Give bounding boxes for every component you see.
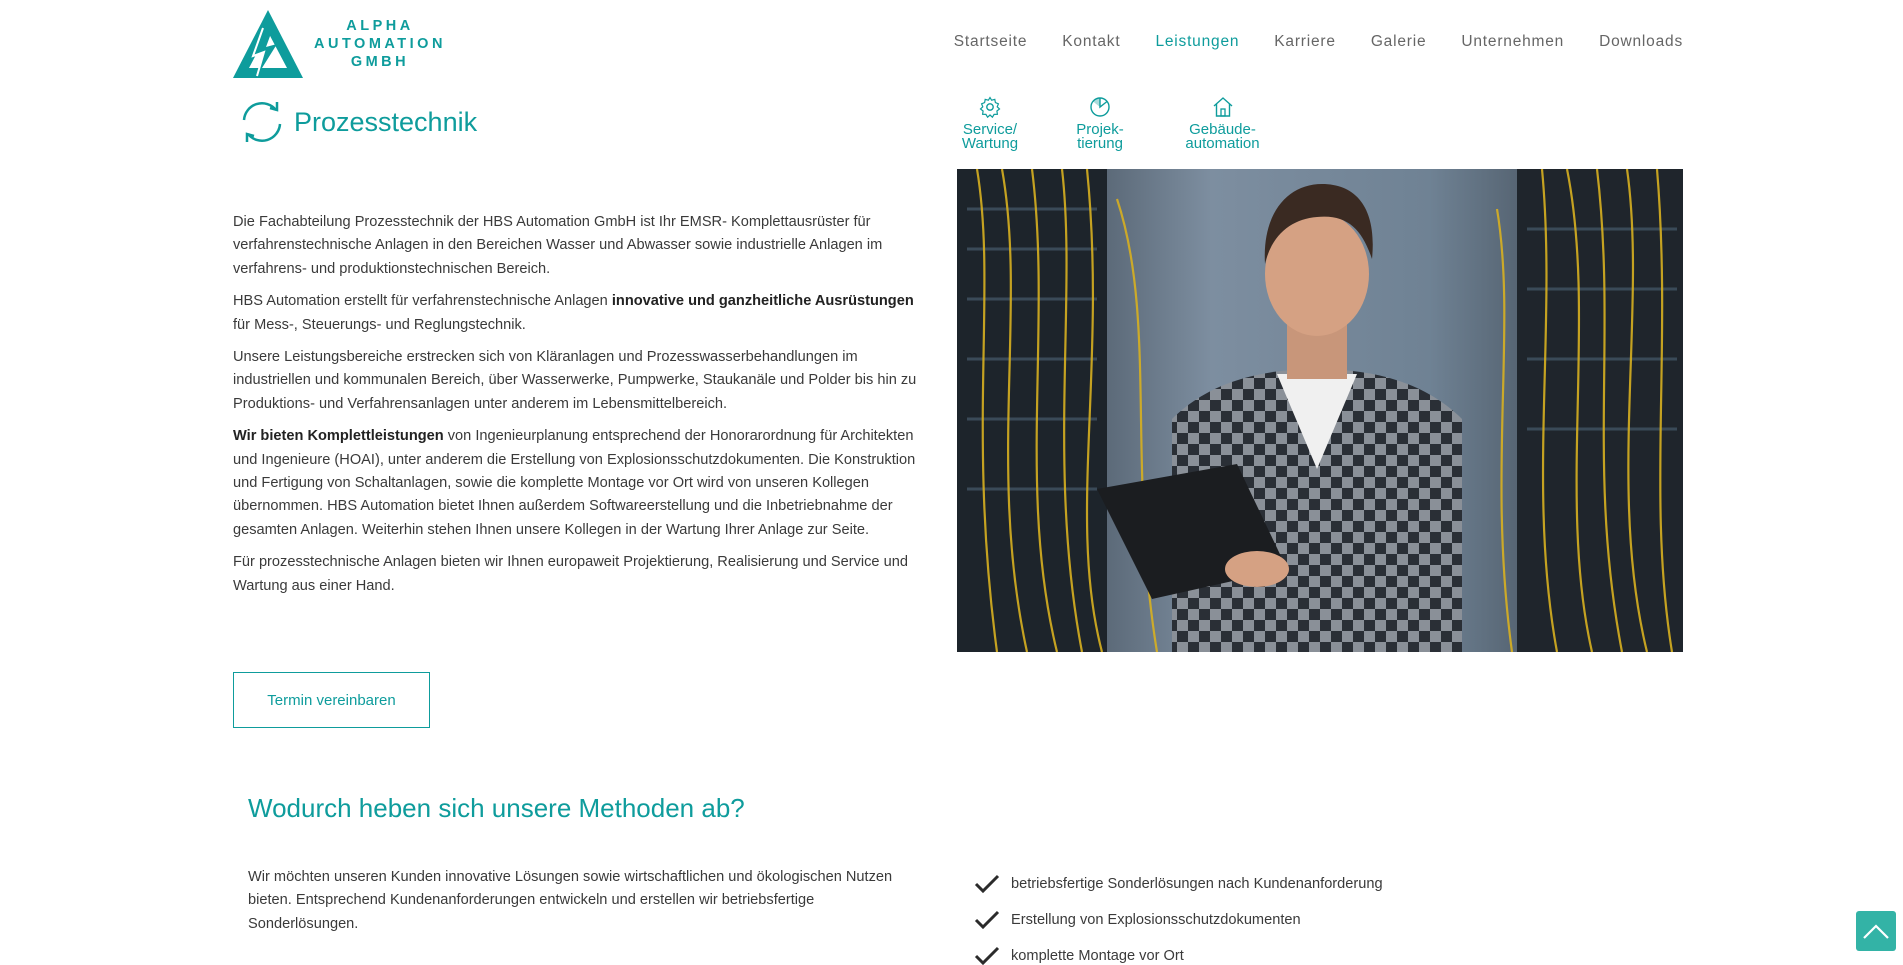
intro-paragraph-5: Für prozesstechnische Anlagen bieten wir Ihnen europaweit Projektierung, Realisierung und Service und Wartung aus einer Hand. xyxy=(233,554,908,594)
appointment-button[interactable]: Termin vereinbaren xyxy=(233,672,430,728)
chevron-up-icon xyxy=(1861,921,1891,941)
benefit-item xyxy=(973,938,1383,965)
benefit-item xyxy=(973,866,1383,902)
page-title-block xyxy=(236,98,477,146)
subnav-projektierung-line2: tierung xyxy=(1077,135,1123,152)
company-logo[interactable] xyxy=(233,10,446,78)
nav-unternehmen[interactable]: Unternehmen xyxy=(1461,33,1565,50)
subnav-gebaeude-line2: automation xyxy=(1185,135,1260,152)
intro-paragraph-4 xyxy=(233,425,917,542)
intro-text xyxy=(233,211,917,607)
nav-galerie[interactable]: Galerie xyxy=(1370,33,1427,50)
hero-illustration xyxy=(957,169,1683,652)
intro-paragraph-2 xyxy=(233,290,917,337)
intro-p2-bold: innovative und ganzheitliche Ausrüstungen xyxy=(611,293,914,310)
nav-startseite[interactable]: Startseite xyxy=(953,33,1028,50)
section-title: Wodurch heben sich unsere Methoden ab? xyxy=(248,793,745,823)
checkmark-icon xyxy=(973,909,1001,931)
refresh-cycle-icon xyxy=(236,98,288,146)
checkmark-icon xyxy=(973,945,1001,965)
subnav-projektierung-line1: Projek- xyxy=(1076,121,1124,138)
intro-paragraph-1: Die Fachabteilung Prozesstechnik der HBS Automation GmbH ist Ihr EMSR- Komplettausrüster für verfahrenstechnische Anlagen in den Bereichen Wasser und Abwasser sowie industrielle Anlagen im verfahrens- und produktionstechnischen Bereich. xyxy=(233,214,883,277)
gear-icon xyxy=(978,95,1002,119)
nav-kontakt[interactable]: Kontakt xyxy=(1062,33,1121,50)
logo-text xyxy=(314,17,446,71)
subnav-service-line1: Service/ xyxy=(962,121,1018,138)
subnav-service-wartung[interactable] xyxy=(955,95,1025,151)
checkmark-icon xyxy=(973,873,1001,895)
benefit-text: komplette Montage vor Ort xyxy=(1011,948,1184,964)
benefit-text: Erstellung von Explosionsschutzdokumenten xyxy=(1011,912,1301,928)
intro-p2-text-c: für Mess-, Steuerungs- und Reglungstechnik. xyxy=(233,316,526,333)
nav-karriere[interactable]: Karriere xyxy=(1274,33,1336,50)
logo-line-1: ALPHA xyxy=(346,18,414,34)
pie-chart-icon xyxy=(1088,95,1112,119)
subnav-projektierung[interactable] xyxy=(1065,95,1135,151)
benefit-text: betriebsfertige Sonderlösungen nach Kundenanforderung xyxy=(1011,876,1383,892)
house-icon xyxy=(1211,95,1235,119)
service-subnav xyxy=(955,95,1270,151)
technician-server-room-image xyxy=(957,169,1683,652)
intro-paragraph-3: Unsere Leistungsbereiche erstrecken sich von Kläranlagen und Prozesswasserbehandlungen im industriellen und kommunalen Bereich, über Wasserwerke, Pumpwerke, Staukanäle und Polder bis hin zu Produktions- und Verfahrensanlagen unter anderem im Lebensmittelbereich. xyxy=(233,349,917,412)
nav-leistungen[interactable]: Leistungen xyxy=(1155,33,1240,50)
page-title: Prozesstechnik xyxy=(294,106,478,137)
logo-line-2: AUTOMATION xyxy=(314,36,446,52)
benefit-item xyxy=(973,902,1383,938)
intro-p4-bold: Wir bieten Komplettleistungen xyxy=(233,428,444,445)
back-to-top-button[interactable] xyxy=(1856,911,1896,951)
subnav-gebaeudeautomation[interactable] xyxy=(1175,95,1270,151)
main-nav xyxy=(919,33,1683,51)
logo-line-3: GMBH xyxy=(350,54,410,70)
benefits-list xyxy=(973,866,1383,965)
logo-mark-icon xyxy=(233,10,303,78)
section-text: Wir möchten unseren Kunden innovative Lösungen sowie wirtschaftlichen und ökologischen Nutzen bieten. Entsprechend Kundenanforderungen entwickeln und erstellen wir betriebsfertige Sonderlösungen. xyxy=(248,869,893,932)
nav-downloads[interactable]: Downloads xyxy=(1599,33,1683,50)
intro-p4-text: von Ingenieurplanung entsprechend der Honorarordnung für Architekten und Ingenieure (HOAI), unter anderem die Erstellung von Explosionsschutzdokumenten. Die Konstruktion und Fertigung von Schaltanlagen, sowie die komplette Montage vor Ort wird von unseren Kollegen übernommen. HBS Automation bietet Ihnen außerdem Softwareerstellung und die Inbetriebnahme der gesamten Anlagen. Weiterhin stehen Ihnen unsere Kollegen in der Wartung Ihrer Anlage zur Seite. xyxy=(233,428,916,538)
subnav-gebaeude-line1: Gebäude- xyxy=(1189,121,1256,138)
subnav-service-line2: Wartung xyxy=(961,135,1019,152)
intro-p2-text-a: HBS Automation erstellt für verfahrenstechnische Anlagen xyxy=(233,293,612,310)
